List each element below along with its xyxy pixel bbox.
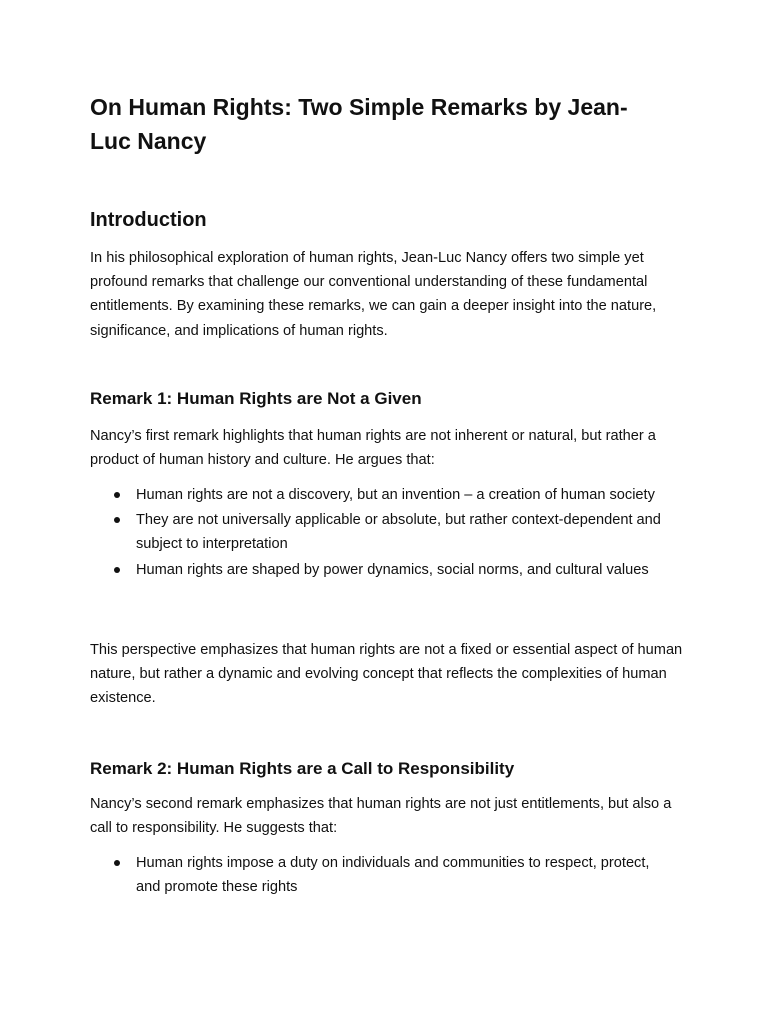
bullet-icon [114, 517, 120, 523]
introduction-paragraph: In his philosophical exploration of human rights, Jean-Luc Nancy offers two simple yet profound remarks that challenge our conventional understanding of these fundamental entitlements. By examining these remarks, we can gain a deeper insight into the nature, significance, and implications of human rights. [90, 250, 657, 339]
list-item-text: Human rights are shaped by power dynamics, social norms, and cultural values [136, 561, 649, 578]
bullet-icon [114, 860, 120, 866]
list-item [90, 483, 666, 507]
remark-2-paragraph: Nancy’s second remark emphasizes that human rights are not just entitlements, but also a call to responsibility. He suggests that: [90, 796, 672, 837]
remark-2-heading: Remark 2: Human Rights are a Call to Responsibility [90, 759, 515, 778]
list-item-text: Human rights impose a duty on individuals and communities to respect, protect, and promote these rights [136, 855, 650, 896]
introduction-heading: Introduction [90, 209, 207, 231]
list-item [90, 851, 666, 899]
document-title: On Human Rights: Two Simple Remarks by Jean-Luc Nancy [90, 94, 628, 154]
bullet-icon [114, 492, 120, 498]
list-item [90, 558, 666, 582]
remark-1-bullet-list [90, 483, 690, 583]
list-item-text: They are not universally applicable or absolute, but rather context-dependent and subject to interpretation [136, 512, 661, 553]
remark-1-paragraph: Nancy’s first remark highlights that human rights are not inherent or natural, but rather a product of human history and culture. He argues that: [90, 428, 656, 469]
remark-1-closing-paragraph: This perspective emphasizes that human rights are not a fixed or essential aspect of human nature, but rather a dynamic and evolving concept that reflects the complexities of human existence. [90, 642, 683, 707]
list-item [90, 508, 666, 556]
list-item-text: Human rights are not a discovery, but an invention – a creation of human society [136, 487, 655, 503]
remark-2-bullet-list [90, 851, 690, 900]
remark-1-heading: Remark 1: Human Rights are Not a Given [90, 389, 422, 408]
bullet-icon [114, 567, 120, 573]
